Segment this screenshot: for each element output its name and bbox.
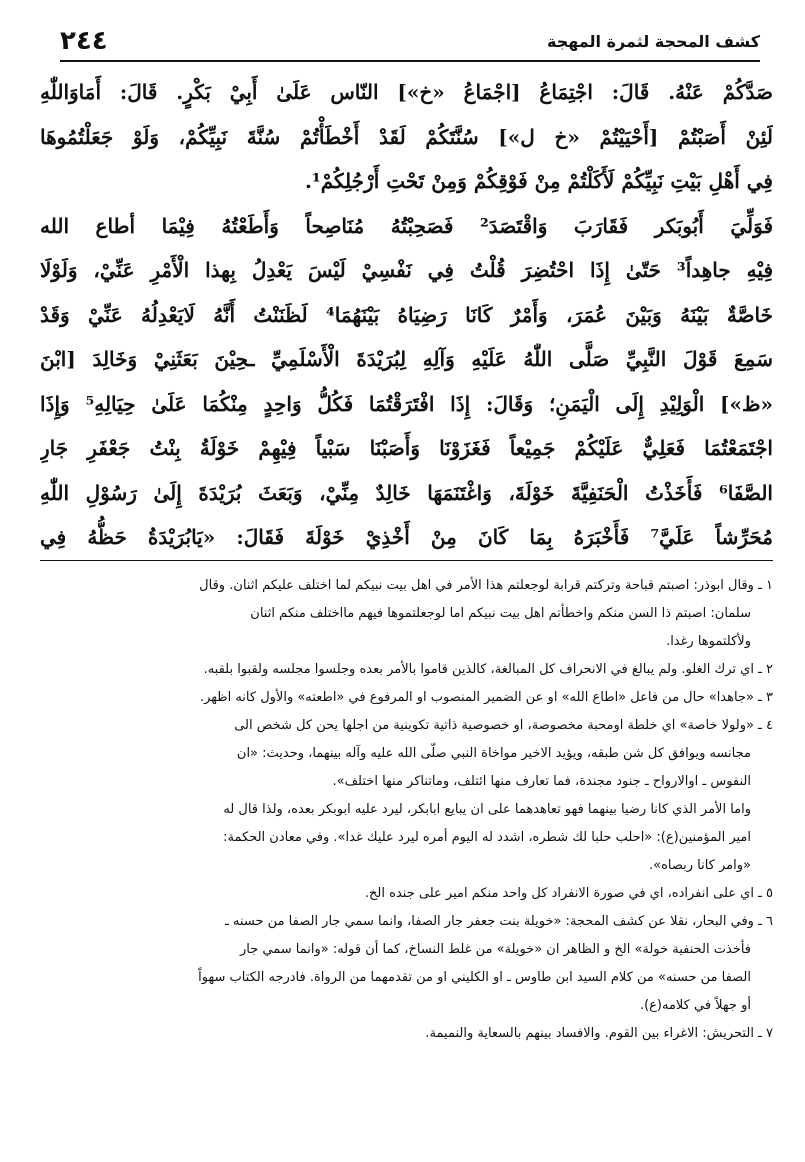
page-number: ٢٤٤ bbox=[60, 26, 108, 56]
footnote-line: الصفا من حسنه» من كلام السيد ابن طاوس ـ او الكليني او من تقدمهما من الرواة. فادرجه الكتاب سهواً bbox=[198, 970, 751, 985]
footnote-line: ٣ ـ «جاهدا» حال من فاعل «اطاع الله» او عن الضمير المنصوب او المرفوع في «اطعته» والأول كانه اظهر. bbox=[199, 690, 773, 705]
footnote-7 bbox=[40, 1020, 773, 1048]
footnote-line: امير المؤمنين(ع): «احلب حلبا لك شطره، اشدد له اليوم أمره ليرد عليك غدا». وفي معادن الحكمة: bbox=[223, 830, 751, 845]
footnote-line: النفوس ـ اوالارواح ـ جنود مجندة، فما تعارف منها ائتلف، وماتناكر منها اختلف». bbox=[332, 774, 751, 789]
header-rule bbox=[60, 60, 760, 62]
text-line: «ظ»] الْوَلِيْدِ إِلَى الْيَمَنِ؛ وَقَالَ: إِذَا افْتَرَقْتُمَا فَكُلُّ وَاحِدٍ مِنْكُمَا عَلَىٰ حِيَالِهِ⁵ وَإِذَا bbox=[40, 391, 773, 416]
footnote-separator bbox=[40, 560, 773, 561]
text-line: مُحَرِّشاً عَلَيَّ⁷ فَأَخْبَرَهُ بِمَا كَانَ مِنْ أَخْذِيْ خَوْلَةَ فَقَالَ: «يَابُرَيْدَةُ حَظُّهُ فِي bbox=[40, 525, 773, 549]
footnote-line: ٤ ـ «ولولا خاصة» اي خلطة اومحبة مخصوصة، او خصوصية ذاتية تكوينية من اجلها يحن كل شخص الى bbox=[234, 718, 773, 733]
footnote-line: ٧ ـ التحريش: الاغراء بين القوم. والافساد بينهم بالسعاية والنميمة. bbox=[425, 1026, 773, 1041]
footnote-line: واما الأمر الذي كانا رضيا بينهما فهو تعاهدهما على ان يبايع ابابكر، ليرد عليه ابوبكر بعده، ولذا قال له bbox=[223, 802, 751, 817]
footnote-line: ٦ ـ وفي البحار، نقلا عن كشف المحجة: «خويلة بنت جعفر جار الصفا، وانما سمي جار الصفا من حسنه ـ bbox=[225, 914, 773, 929]
footnote-line: ولأكلتموها رغدا. bbox=[666, 634, 751, 649]
text-line: فِي أَهْلِ بَيْتِ نَبِيِّكُمْ لَأَكَلْتُمْ مِنْ فَوْقِكُمْ وَمِنْ تَحْتِ أَرْجُلِكُمْ¹. bbox=[304, 169, 773, 193]
footnote-6 bbox=[40, 908, 773, 1020]
text-line: لَئِنْ أَصَبْتُمْ [أَحْيَيْتُمْ «خ ل»] سُنَّتَكُمْ لَقَدْ أَخْطَأْتُمْ سُنَّةَ نَبِيِّكُمْ، وَلَوْ جَعَلْتُمُوهَا bbox=[40, 124, 773, 149]
footnote-line: مجانسه ويوافق كل شن طبقه، ويؤيد الاخير مواخاة النبي صلّى الله عليه وآله بينهما، وحديث: «ان bbox=[236, 746, 751, 761]
running-title: كشف المحجة لثمرة المهجة bbox=[546, 31, 760, 51]
footnote-3 bbox=[40, 684, 773, 712]
page-header bbox=[60, 24, 760, 58]
text-line: فَوَلِّيَ أَبُوبَكر فَقَارَبَ وَاقْتَصَدَ² فَصَحِبْتُهُ مُنَاصِحاً وَأَطَعْتُهُ فِيْمَا أطاع الله bbox=[40, 213, 773, 238]
text-line: فِيْهِ جاهِداً³ حَتّىٰ إِذَا احْتُضِرَ قُلْتُ فِي نَفْسِيْ لَيْسَ يَعْدِلُ بِهذا الْأَمْرِ عَنِّيْ، وَلَوْلَا bbox=[40, 258, 773, 282]
footnote-line: أو جهلاً في كلامه(ع). bbox=[639, 998, 751, 1013]
text-line: صَدَّكُمْ عَنْهُ. قَالَ: اجْتِمَاعُ [اجْمَاعُ «خ»] النّاس عَلَىٰ أَبِيْ بَكْرٍ. قَالَ: أَمَاوَاللّٰهِ bbox=[40, 80, 773, 104]
footnote-line: «وامر كانا ربصاه». bbox=[648, 858, 751, 873]
text-line: الصَّفَا⁶ فَأَخَذْتُ الْحَنَفِيَّةَ خَوْلَةَ، وَاغْتَنَمَهَا خَالِدٌ مِنِّيْ، وَبَعَثَ بُرَيْدَةَ إِلَىٰ رَسُوْلِ اللّٰهِ bbox=[40, 480, 773, 505]
footnote-line: ١ ـ وقال ابوذر: اصبتم قباحة وتركتم قرابة لوجعلتم هذا الأمر في اهل بيت نبيكم لما اختلف عليكم اثنان. وقال bbox=[199, 578, 773, 593]
footnote-5 bbox=[40, 880, 773, 908]
text-line: اجْتَمَعْتُمَا فَعَلِيٌّ عَلَيْكُمْ جَمِيْعاً فَغَزَوْنَا وَأَصَبْنَا سَبْياً فِيْهِمْ خَوْلَةُ بِنْتُ جَعْفَرِ جَارِ bbox=[40, 436, 773, 460]
text-line: سَمِعَ قَوْلَ النَّبِيِّ صَلَّى اللّٰهُ عَلَيْهِ وَآلِهِ لِبُرَيْدَةَ الْأَسْلَمِيِّ ـحِيْنَ بَعَثَنِيْ وَخَالِدَ [ابْنَ bbox=[40, 347, 773, 371]
footnote-line: ٥ ـ اي على انفراده، اي في صورة الانفراد كل واحد منكم امير على جنده الخ. bbox=[364, 886, 773, 901]
footnote-1 bbox=[40, 572, 773, 656]
footnote-4 bbox=[40, 712, 773, 880]
footnote-line: ٢ ـ اي ترك الغلو. ولم يبالغ في الانحراف كل المبالغة، كالذين قاموا بالأمر بعده وجلسوا مجلسه ولقبوا بلقبه. bbox=[203, 662, 773, 677]
footnote-2 bbox=[40, 656, 773, 684]
footnote-line: فأخذت الحنفية خولة» الخ و الظاهر ان «خويلة» من غلط النساخ، كما أن قوله: «وانما سمي جار bbox=[239, 942, 751, 957]
text-line: خَاصَّةٌ بَيْنَهُ وَبَيْنَ عُمَرَ، وَأَمْرٌ كَانَا رَضِيَاهُ بَيْنَهُمَا⁴ لَظَنَنْتُ أَنَّهُ لَايَعْدِلُهُ عَنِّيْ وَقَدْ bbox=[40, 302, 773, 327]
footnote-line: سلمان: اصبتم ذا السن منكم واخطأتم اهل بيت نبيكم اما لوجعلتموها فيهم مااختلف منكم اثنان bbox=[250, 606, 751, 621]
footnotes bbox=[40, 572, 773, 1048]
main-text bbox=[40, 70, 773, 560]
